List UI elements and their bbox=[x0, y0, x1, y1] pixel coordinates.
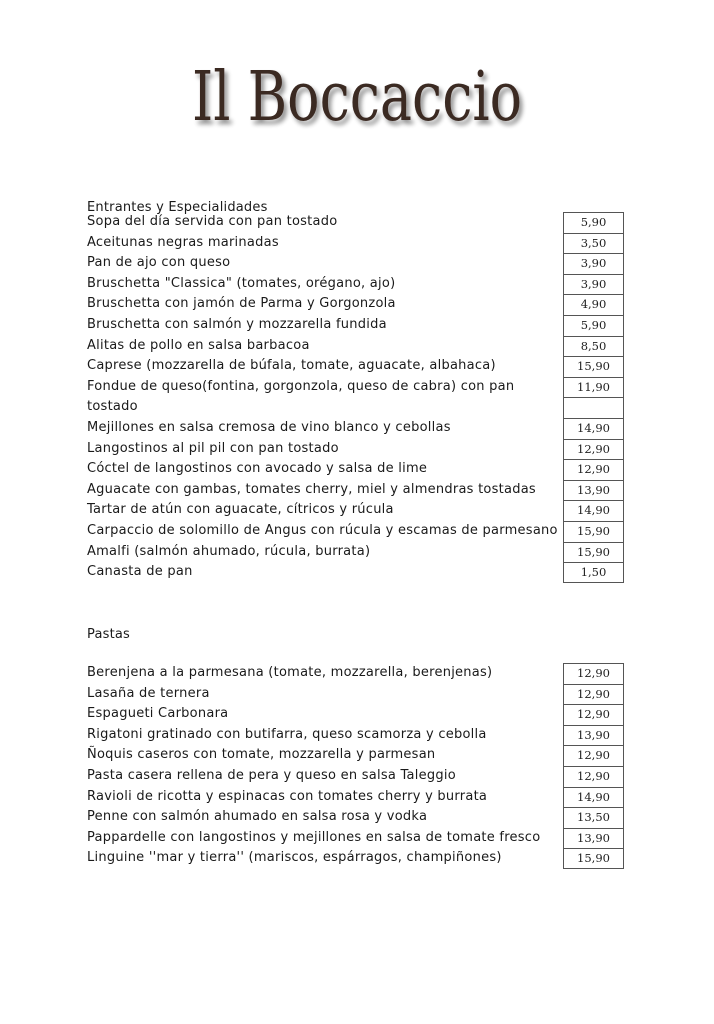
menu-item-price: 12,90 bbox=[563, 663, 624, 684]
menu-item bbox=[87, 336, 627, 357]
menu-item bbox=[87, 212, 627, 233]
menu-item-price: 12,90 bbox=[563, 704, 624, 725]
menu-item-price: 15,90 bbox=[563, 356, 624, 377]
menu-item-name: Amalfi (salmón ahumado, rúcula, burrata) bbox=[87, 543, 371, 559]
menu-item bbox=[87, 233, 627, 254]
menu-item bbox=[87, 500, 627, 521]
menu-item-price: 12,90 bbox=[563, 439, 624, 460]
logo-text: Il Boccaccio bbox=[192, 58, 522, 133]
menu-item-price: 3,50 bbox=[563, 233, 624, 254]
menu-item bbox=[87, 542, 627, 563]
menu-item bbox=[87, 315, 627, 336]
menu-item bbox=[87, 704, 627, 725]
menu-item-price: 3,90 bbox=[563, 253, 624, 274]
menu-item-price: 1,50 bbox=[563, 562, 624, 583]
menu-item-price: 5,90 bbox=[563, 212, 624, 233]
menu-item-name: Berenjena a la parmesana (tomate, mozzarella, berenjenas) bbox=[87, 665, 493, 680]
section-title-pastas: Pastas bbox=[87, 627, 131, 642]
menu-item-price: 14,90 bbox=[563, 500, 624, 521]
menu-item bbox=[87, 274, 627, 295]
menu-item bbox=[87, 439, 627, 460]
menu-item-price bbox=[563, 397, 624, 418]
menu-item bbox=[87, 418, 627, 439]
menu-item-name: Mejillones en salsa cremosa de vino blanco y cebollas bbox=[87, 419, 451, 435]
menu-item bbox=[87, 562, 627, 583]
menu-item bbox=[87, 459, 627, 480]
menu-item-price: 12,90 bbox=[563, 745, 624, 766]
menu-item-name: Canasta de pan bbox=[87, 564, 193, 580]
menu-item-name: Pappardelle con langostinos y mejillones en salsa de tomate fresco bbox=[87, 829, 541, 845]
menu-item-price: 13,90 bbox=[563, 828, 624, 849]
menu-item-name: Pasta casera rellena de pera y queso en salsa Taleggio bbox=[87, 767, 456, 783]
menu-item-name: Aceitunas negras marinadas bbox=[87, 234, 279, 250]
menu-item-price: 12,90 bbox=[563, 459, 624, 480]
menu-item-name: Penne con salmón ahumado en salsa rosa y vodka bbox=[87, 809, 428, 825]
menu-item-name: Ravioli de ricotta y espinacas con tomates cherry y burrata bbox=[87, 788, 488, 804]
menu-item bbox=[87, 807, 627, 828]
menu-item bbox=[87, 663, 627, 684]
menu-item-price: 14,90 bbox=[563, 418, 624, 439]
menu-item-name: Bruschetta con jamón de Parma y Gorgonzola bbox=[87, 296, 396, 312]
menu-item-price: 12,90 bbox=[563, 684, 624, 705]
menu-item-name: tostado bbox=[87, 399, 138, 415]
menu-item-price: 11,90 bbox=[563, 377, 624, 398]
menu-item-name: Caprese (mozzarella de búfala, tomate, aguacate, albahaca) bbox=[87, 358, 496, 374]
menu-item-name: Bruschetta "Classica" (tomates, orégano, ajo) bbox=[87, 275, 396, 291]
menu-item-price: 13,50 bbox=[563, 807, 624, 828]
menu-item bbox=[87, 253, 627, 274]
menu-item-name: Carpaccio de solomillo de Angus con rúcula y escamas de parmesano bbox=[87, 522, 558, 538]
menu-item-name: Ñoquis caseros con tomate, mozzarella y parmesan bbox=[87, 747, 436, 763]
menu-item bbox=[87, 725, 627, 746]
menu-item-name: Pan de ajo con queso bbox=[87, 255, 231, 271]
menu-item bbox=[87, 787, 627, 808]
menu-item bbox=[87, 397, 627, 418]
menu-item-name: Bruschetta con salmón y mozzarella fundida bbox=[87, 316, 387, 332]
menu-item bbox=[87, 828, 627, 849]
menu-item-name: Linguine ''mar y tierra'' (mariscos, espárragos, champiñones) bbox=[87, 850, 502, 866]
menu-item-name: Fondue de queso(fontina, gorgonzola, queso de cabra) con pan bbox=[87, 378, 515, 394]
menu-item-price: 4,90 bbox=[563, 294, 624, 315]
menu-item-name: Lasaña de ternera bbox=[87, 685, 210, 701]
menu-item-name: Aguacate con gambas, tomates cherry, miel y almendras tostadas bbox=[87, 481, 536, 497]
menu-item-name: Tartar de atún con aguacate, cítricos y rúcula bbox=[87, 502, 394, 518]
menu-item-name: Rigatoni gratinado con butifarra, queso scamorza y cebolla bbox=[87, 726, 487, 742]
menu-item bbox=[87, 684, 627, 705]
menu-item bbox=[87, 848, 627, 869]
menu-item bbox=[87, 294, 627, 315]
menu-item-price: 15,90 bbox=[563, 542, 624, 563]
menu-item-price: 13,90 bbox=[563, 480, 624, 501]
menu-item-name: Alitas de pollo en salsa barbacoa bbox=[87, 337, 310, 353]
menu-item bbox=[87, 356, 627, 377]
menu-item-price: 15,90 bbox=[563, 848, 624, 869]
menu-item-name: Cóctel de langostinos con avocado y salsa de lime bbox=[87, 461, 428, 477]
menu-item bbox=[87, 521, 627, 542]
menu-list-entrantes bbox=[87, 212, 627, 583]
menu-item-name: Langostinos al pil pil con pan tostado bbox=[87, 440, 339, 456]
menu-item-price: 8,50 bbox=[563, 336, 624, 357]
section-title-entrantes: Entrantes y Especialidades bbox=[87, 200, 268, 215]
restaurant-logo bbox=[0, 28, 714, 133]
menu-item-price: 15,90 bbox=[563, 521, 624, 542]
menu-item-name: Espagueti Carbonara bbox=[87, 706, 229, 722]
menu-item-price: 3,90 bbox=[563, 274, 624, 295]
menu-item-price: 5,90 bbox=[563, 315, 624, 336]
menu-item-name: Sopa del día servida con pan tostado bbox=[87, 214, 338, 229]
menu-item-price: 13,90 bbox=[563, 725, 624, 746]
menu-item bbox=[87, 480, 627, 501]
menu-item bbox=[87, 745, 627, 766]
menu-list-pastas bbox=[87, 663, 627, 869]
menu-item bbox=[87, 377, 627, 398]
menu-item-price: 14,90 bbox=[563, 787, 624, 808]
menu-item-price: 12,90 bbox=[563, 766, 624, 787]
menu-item bbox=[87, 766, 627, 787]
